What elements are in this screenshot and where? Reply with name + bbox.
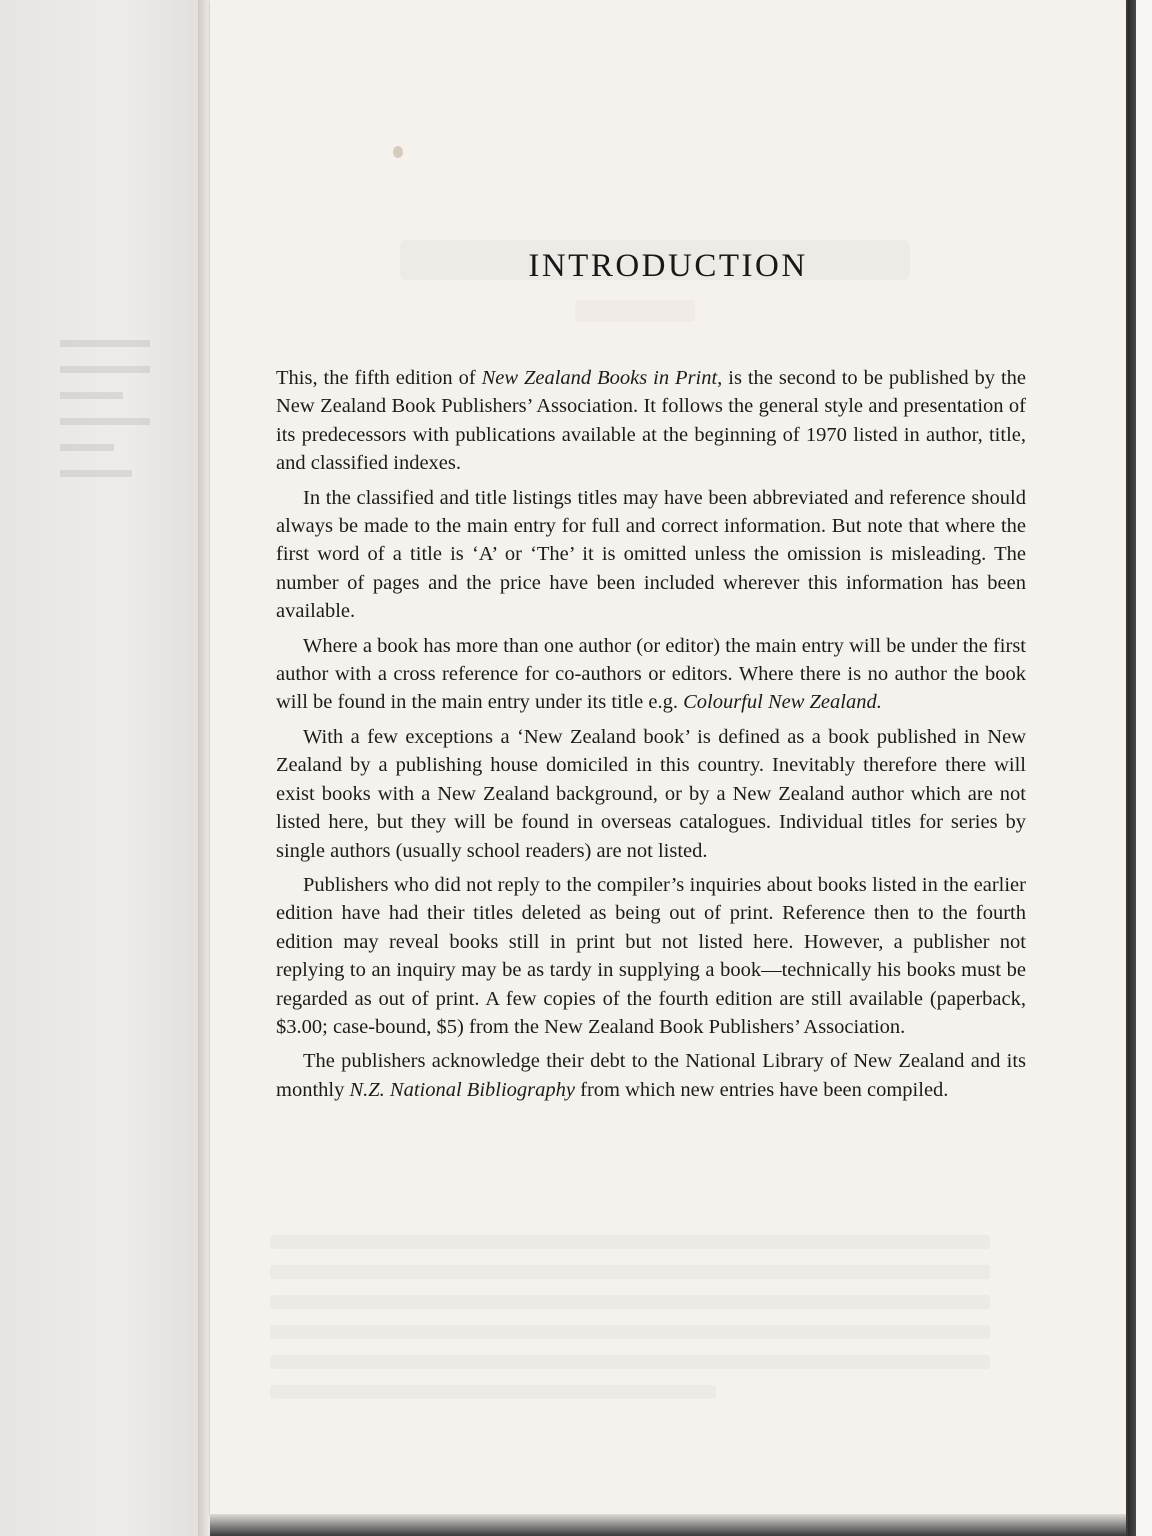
text-run: from which new entries have been compiled.	[575, 1078, 949, 1101]
introduction-body	[276, 364, 1026, 1104]
paragraph	[276, 871, 1026, 1041]
left-page	[0, 0, 205, 1536]
italic-title: N.Z. National Bibliography	[349, 1078, 575, 1101]
text-run: The publishers acknowledge their debt to the National Library of New Zealand and its monthly	[276, 1050, 1026, 1101]
text-run: This, the fifth edition of	[276, 367, 482, 389]
paragraph	[276, 1047, 1026, 1104]
paper-stain	[393, 146, 403, 158]
paragraph	[276, 723, 1026, 865]
text-run: is the second to be published by the New Zealand Book Publishers’ Association. It follows the general style and presentation of its predecessors with publications available at the beginning of 1970 listed in author, title, and classified indexes.	[276, 367, 1027, 475]
paragraph	[276, 364, 1026, 478]
paragraph	[276, 632, 1026, 717]
left-page-show-through	[60, 340, 150, 496]
italic-title: New Zealand Books in Print,	[481, 367, 723, 389]
italic-title: Colourful New Zealand.	[683, 691, 882, 714]
text-run: Where a book has more than one author (or editor) the main entry will be under the first author with a cross reference for co-authors or editors. Where there is no author the book will be found in the main entry under its title e.g.	[276, 634, 1026, 714]
show-through-subheading	[575, 300, 695, 322]
cover-edge	[1128, 0, 1136, 1536]
show-through-text	[270, 1235, 990, 1415]
text-run: In the classified and title listings titles may have been abbreviated and reference should always be made to the main entry for full and correct information. But note that where the first word of a title is ‘A’ or ‘The’ it is omitted unless the omission is misleading. The number of pages and the price have been included wherever this information has been available.	[276, 486, 1026, 623]
page-bottom-edge	[210, 1514, 1126, 1536]
page-heading: INTRODUCTION	[528, 248, 808, 284]
text-run: With a few exceptions a ‘New Zealand book’ is defined as a book published in New Zealand by a publishing house domiciled in this country. Inevitably therefore there will exist books with a New Zealand background, or by a New Zealand author which are not listed here, but they will be found in overseas catalogues. Individual titles for series by single authors (usually school readers) are not listed.	[276, 725, 1026, 862]
paragraph	[276, 484, 1026, 626]
text-run: Publishers who did not reply to the compiler’s inquiries about books listed in the earlier edition have had their titles deleted as being out of print. Reference then to the fourth edition may reveal books still in print but not listed here. However, a publisher not replying to an inquiry may be as tardy in supplying a book—technically his books must be regarded as out of print. A few copies of the fourth edition are still available (paperback, $3.00; case-bound, $5) from the New Zealand Book Publishers’ Association.	[276, 873, 1026, 1038]
